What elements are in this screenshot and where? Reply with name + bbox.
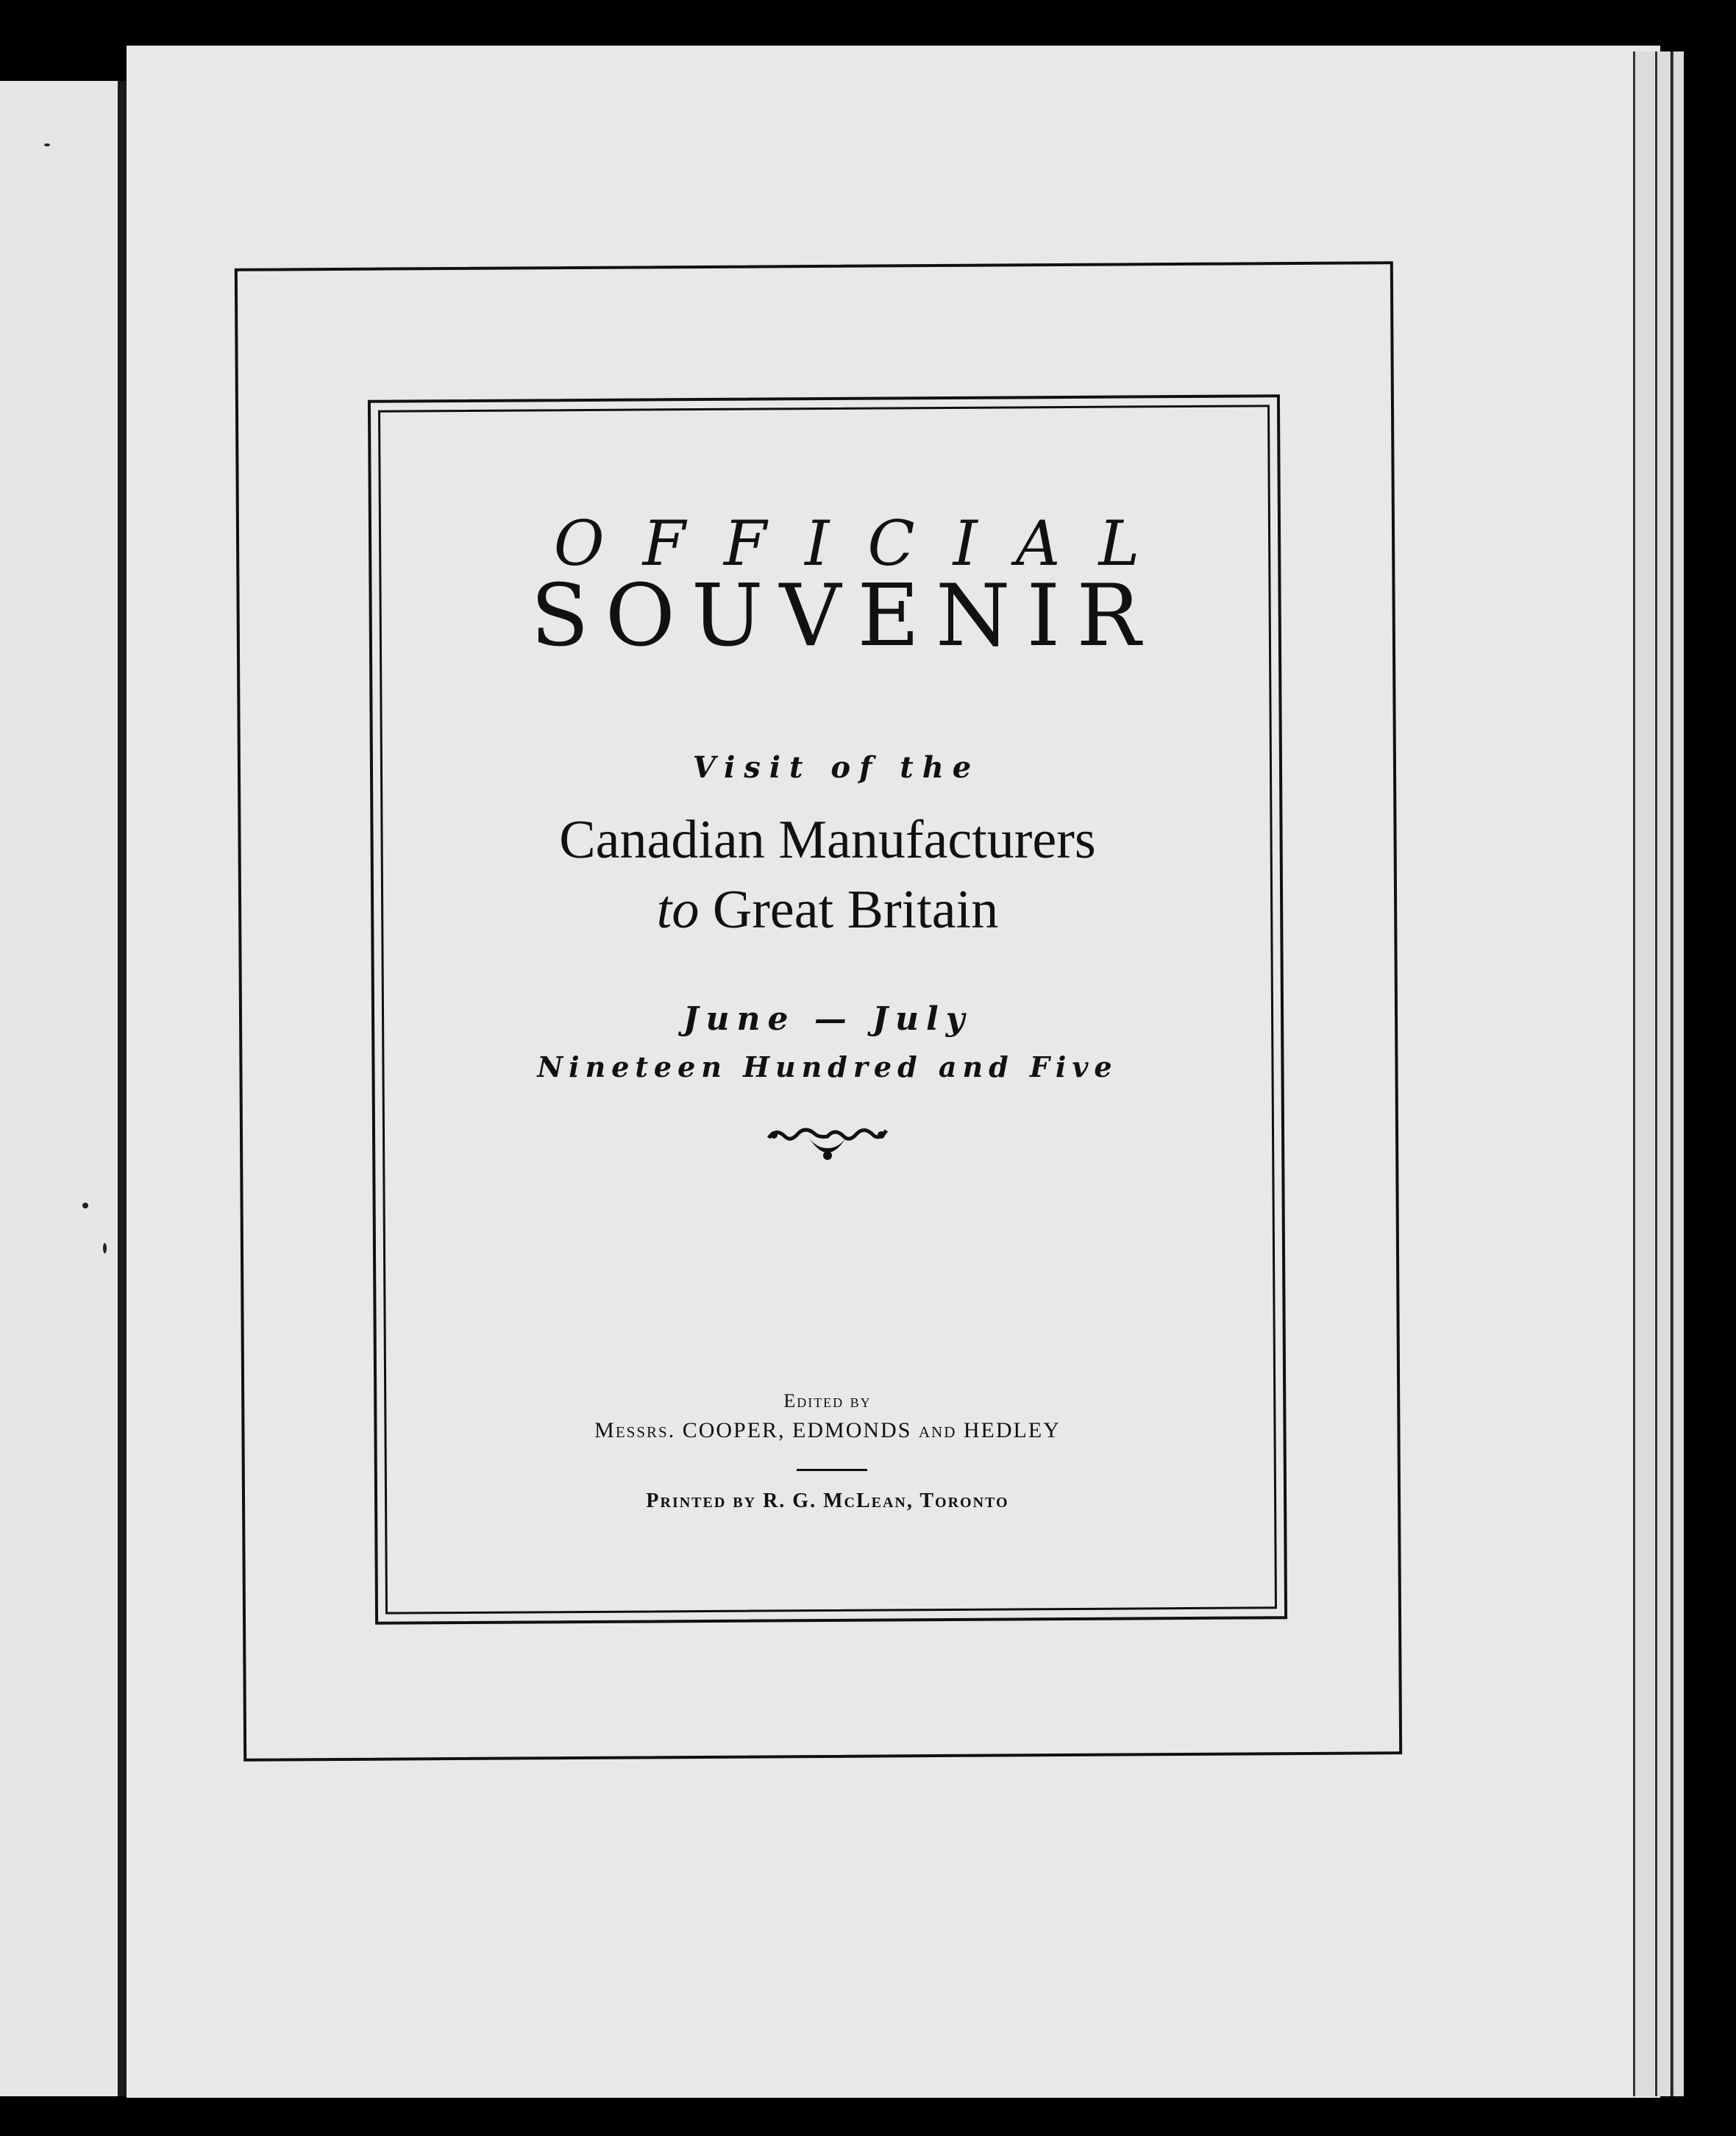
to-word: to [656,880,700,940]
page-edge [1633,51,1654,2096]
ink-speck [82,1203,88,1208]
ink-speck [44,143,50,146]
ornament-icon [765,1122,890,1166]
year-line: Nineteen Hundred and Five [537,1050,1118,1083]
britain-text: Great Britain [712,880,999,940]
page-edge [1671,51,1684,2096]
manufacturers-title: Canadian Manufacturers [559,810,1096,870]
visit-subtitle: Visit of the [692,750,981,785]
facing-page-edge [0,81,128,2096]
britain-title [371,879,1284,941]
editors-names: Messrs. COOPER, EDMONDS and HEDLEY [594,1418,1061,1442]
ink-speck [103,1243,107,1253]
divider-rule [797,1469,867,1471]
months-line: June — July [683,1000,972,1038]
souvenir-heading: SOUVENIR [530,566,1157,666]
page-edge [1655,51,1671,2096]
edited-by-label: Edited by [783,1390,872,1411]
printer-credit: Printed by R. G. McLean, Toronto [646,1489,1009,1512]
official-heading: OFFICIAL [553,508,1178,580]
